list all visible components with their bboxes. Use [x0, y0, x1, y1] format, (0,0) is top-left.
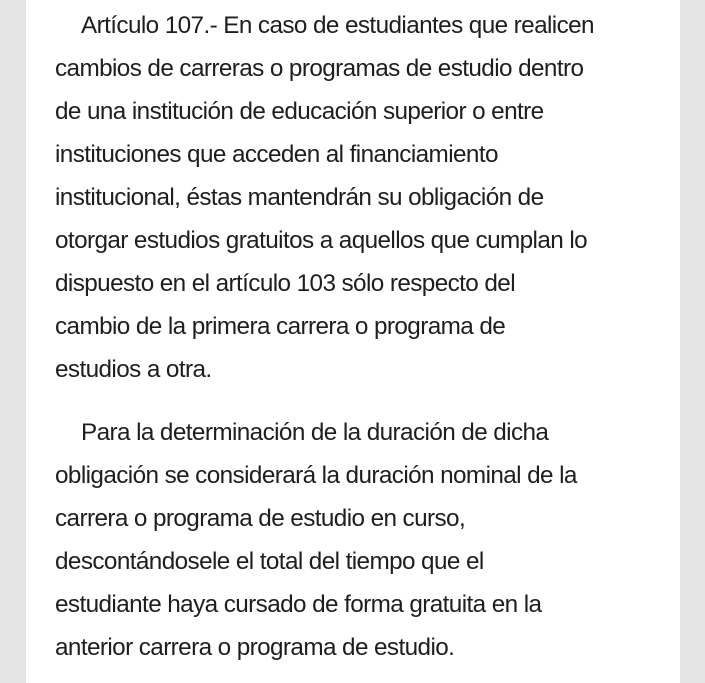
text-line: instituciones que acceden al financiamiento	[55, 141, 498, 168]
text-line: carrera o programa de estudio en curso,	[55, 505, 466, 532]
text-line: Artículo 107.- En caso de estudiantes que realicen	[81, 12, 594, 39]
text-line: cambio de la primera carrera o programa de	[55, 313, 506, 340]
text-line: dispuesto en el artículo 103 sólo respecto del	[55, 270, 515, 297]
text-line: institucional, éstas mantendrán su obligación de	[55, 184, 544, 211]
text-line: estudios a otra.	[55, 356, 212, 383]
text-line: otorgar estudios gratuitos a aquellos que cumplan lo	[55, 227, 588, 254]
duration-paragraph	[55, 411, 670, 669]
text-line: estudiante haya cursado de forma gratuita en la	[55, 591, 542, 618]
text-line: de una institución de educación superior o entre	[55, 98, 544, 125]
text-line: obligación se considerará la duración nominal de la	[55, 462, 577, 489]
text-line: anterior carrera o programa de estudio.	[55, 634, 455, 661]
document-page	[26, 0, 680, 683]
text-line: descontándosele el total del tiempo que el	[55, 548, 484, 575]
text-line: cambios de carreras o programas de estudio dentro	[55, 55, 584, 82]
text-line: Para la determinación de la duración de dicha	[81, 419, 549, 446]
article-107-paragraph	[55, 4, 670, 391]
